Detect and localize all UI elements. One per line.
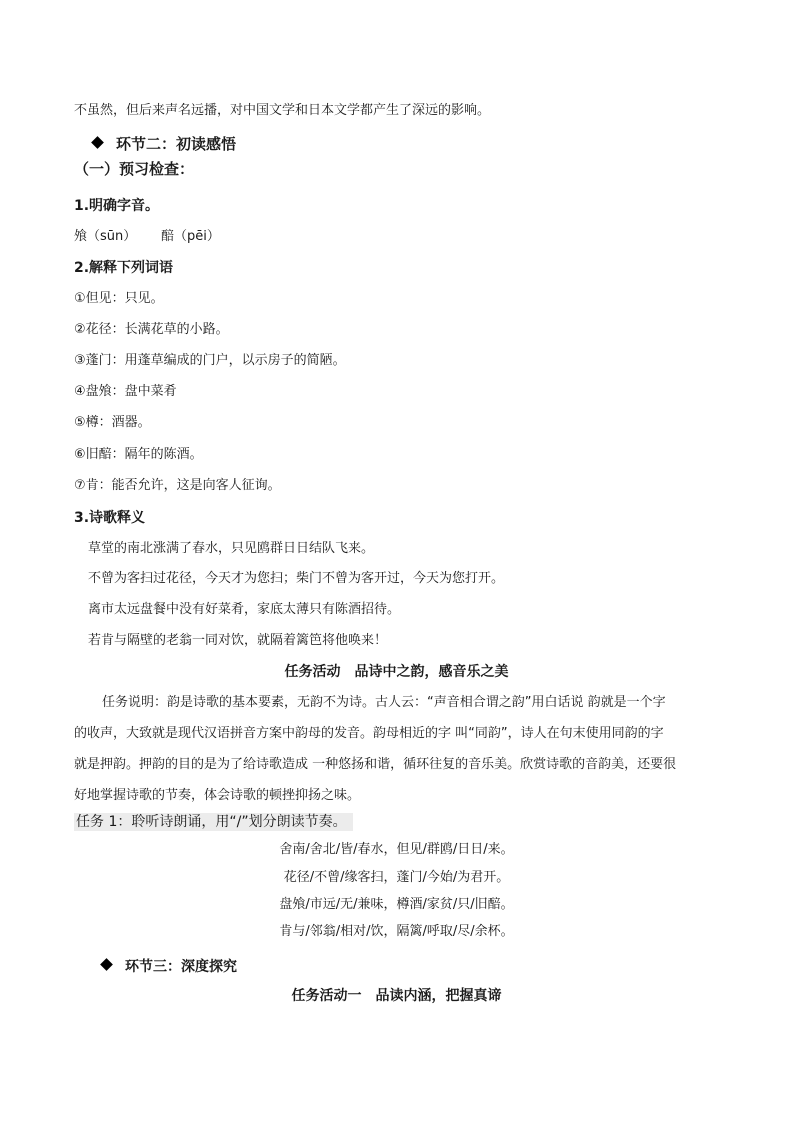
translation-line: 不曾为客扫过花径，今天才为您扫；柴门不曾为客开过，今天为您打开。 [88, 571, 505, 586]
translation-line: 若肯与隔壁的老翁一同对饮，就隔着篱笆将他唤来！ [88, 633, 388, 648]
section-2-heading [93, 134, 236, 154]
question-3-title: 3.诗歌释义 [74, 510, 146, 526]
section-3-title: 环节三：深度探究 [125, 959, 237, 975]
intro-tail-text: 不虽然，但后来声名远播，对中国文学和日本文学都产生了深远的影响。 [74, 103, 491, 118]
preview-check-heading: （一）预习检查： [74, 160, 195, 178]
vocab-item: ④盘飧：盘中菜肴 [74, 384, 177, 399]
task-description-line: 的收声，大致就是现代汉语拼音方案中韵母的发音。韵母相近的字 叫“同韵”，诗人在句末使用同韵的字 [74, 726, 664, 741]
vocab-item: ⑦肯：能否允许，这是向客人征询。 [74, 478, 281, 493]
task-1-instruction [74, 814, 353, 830]
vocab-item: ①但见：只见。 [74, 291, 164, 306]
vocab-item: ②花径：长满花草的小路。 [74, 322, 229, 337]
vocab-item: ⑤樽：酒器。 [74, 415, 151, 430]
translation-line: 离市太远盘餐中没有好菜肴，家底太薄只有陈酒招待。 [88, 602, 401, 617]
diamond-bullet-icon [91, 136, 104, 149]
question-2-title: 2.解释下列词语 [74, 260, 174, 276]
vocab-item: ③蓬门：用蓬草编成的门户，以示房子的简陋。 [74, 353, 346, 368]
translation-line: 草堂的南北涨满了春水，只见鸥群日日结队飞来。 [88, 541, 375, 556]
section-2-title: 环节二：初读感悟 [116, 135, 237, 153]
task-activity-1-title: 任务活动一 品读内涵，把握真谛 [291, 988, 502, 1004]
pronunciation-line: 飧（sūn） 醅（pēi） [74, 229, 220, 244]
section-3-heading [102, 957, 237, 977]
task-1-title: 任务 1：聆听诗朗诵，用“/”划分朗读节奏。 [74, 813, 353, 831]
task-description-line: 好地掌握诗歌的节奏，体会诗歌的顿挫抑扬之味。 [74, 788, 361, 803]
poem-line: 花径/不曾/缘客扫，蓬门/今始/为君开。 [283, 870, 510, 885]
diamond-bullet-icon [100, 958, 113, 971]
poem-line: 盘飧/市远/无/兼味，樽酒/家贫/只/旧醅。 [279, 897, 514, 912]
vocab-item: ⑥旧醅：隔年的陈酒。 [74, 447, 203, 462]
task-description-line: 就是押韵。押韵的目的是为了给诗歌造成 一种悠扬和谐，循环往复的音乐美。欣赏诗歌的音韵美，还要很 [74, 757, 677, 772]
task-music-title: 任务活动 品诗中之韵，感音乐之美 [284, 664, 509, 680]
question-1-title: 1.明确字音。 [74, 198, 160, 214]
poem-line: 舍南/舍北/皆/春水，但见/群鸥/日日/来。 [279, 842, 514, 857]
poem-line: 肯与/邻翁/相对/饮，隔篱/呼取/尽/余杯。 [279, 924, 514, 939]
task-description-line: 任务说明：韵是诗歌的基本要素，无韵不为诗。古人云：“声音相合谓之韵”用白话说 韵就是一个字 [102, 695, 666, 710]
